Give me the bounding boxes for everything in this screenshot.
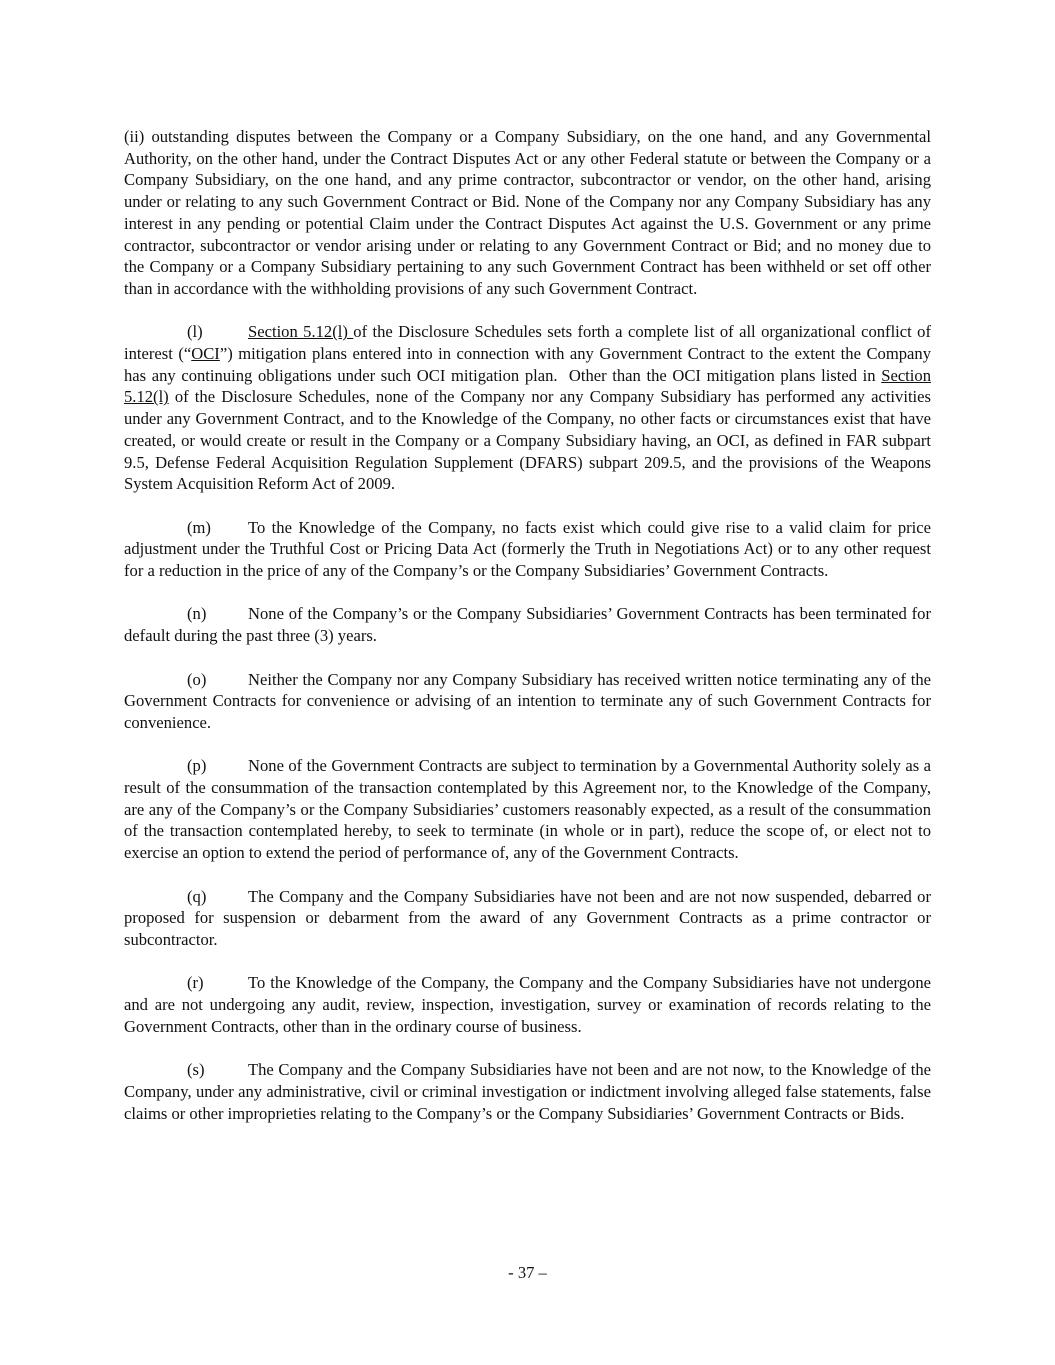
paragraph-n	[124, 603, 931, 646]
paragraph-q-text: The Company and the Company Subsidiaries have not been and are not now suspended, debarred or proposed for suspension or debarment from the award of any Government Contracts as a prime contractor or subcontractor.	[124, 886, 931, 949]
paragraph-m-label: (m)	[187, 517, 211, 537]
paragraph-n-text: None of the Company’s or the Company Subsidiaries’ Government Contracts has been terminated for default during the past three (3) years.	[124, 604, 931, 646]
paragraph-q-label: (q)	[187, 886, 207, 906]
paragraph-p-label: (p)	[187, 756, 207, 776]
paragraph-s-text: The Company and the Company Subsidiaries have not been and are not now, to the Knowledge of the Company, under any administrative, civil or criminal investigation or indictment involving alleged false statements, false claims or other improprieties relating to the Company’s or the Company Subsidiaries’ Government Contracts or Bids.	[124, 1060, 931, 1123]
paragraph-l-text-2: ”) mitigation plans entered into in connection with any Government Contract to the extent the Company has any continuing obligations under such OCI mitigation plan. Other than the OCI mitigation plans listed in	[124, 344, 931, 385]
paragraph-p	[124, 755, 931, 864]
section-reference-2: Section 5.12(l)	[124, 365, 931, 407]
paragraph-s	[124, 1059, 931, 1124]
paragraph-r-text: To the Knowledge of the Company, the Company and the Company Subsidiaries have not undergone and are not undergoing any audit, review, inspection, investigation, survey or examination of records relating to the Government Contracts, other than in the ordinary course of business.	[124, 973, 931, 1036]
defined-term-oci: OCI	[191, 344, 220, 364]
paragraph-q	[124, 886, 931, 951]
page-number: - 37 –	[508, 1263, 547, 1282]
paragraph-o-label: (o)	[187, 669, 207, 689]
section-reference: Section 5.12(l)	[248, 322, 354, 342]
paragraph-l-text-1: of the Disclosure Schedules sets forth a complete list of all organizational conflict of interest (“	[124, 322, 931, 364]
paragraph-l-text-3: of the Disclosure Schedules, none of the Company nor any Company Subsidiary has performed any activities under any Government Contract, and to the Knowledge of the Company, no other facts or circumstances exist that have created, or would create or result in the Company or a Company Subsidiary having, an OCI, as defined in FAR subpart 9.5, Defense Federal Acquisition Regulation Supplement (DFARS) subpart 209.5, and the provisions of the Weapons System Acquisition Reform Act of 2009.	[124, 387, 931, 494]
paragraph-r-label: (r)	[187, 973, 204, 993]
paragraph-k-continued	[124, 126, 931, 300]
paragraph-o-text: Neither the Company nor any Company Subsidiary has received written notice terminating any of the Government Contracts for convenience or advising of an intention to terminate any of such Government Contracts for convenience.	[124, 669, 931, 732]
paragraph-l	[124, 321, 931, 495]
paragraph-m	[124, 517, 931, 582]
paragraph-l-label: (l)	[187, 322, 203, 342]
paragraph-r	[124, 972, 931, 1037]
paragraph-o	[124, 669, 931, 734]
paragraph-m-text: To the Knowledge of the Company, no facts exist which could give rise to a valid claim for price adjustment under the Truthful Cost or Pricing Data Act (formerly the Truth in Negotiations Act) or to any other request for a reduction in the price of any of the Company’s or the Company Subsidiaries’ Government Contracts.	[124, 517, 931, 581]
document-page	[124, 126, 931, 1146]
paragraph-n-label: (n)	[187, 604, 207, 624]
paragraph-k-text: (ii) outstanding disputes between the Company or a Company Subsidiary, on the one hand, and any Governmental Authority, on the other hand, under the Contract Disputes Act or any other Federal statute or between the Company or a Company Subsidiary, on the one hand, and any prime contractor, subcontractor or vendor, on the other hand, arising under or relating to any such Government Contract or Bid. None of the Company nor any Company Subsidiary has any interest in any pending or potential Claim under the Contract Disputes Act against the U.S. Government or any prime contractor, subcontractor or vendor arising under or relating to any Government Contract or Bid; and no money due to the Company or a Company Subsidiary pertaining to any such Government Contract has been withheld or set off other than in accordance with the withholding provisions of any such Government Contract.	[124, 127, 931, 298]
paragraph-s-label: (s)	[187, 1060, 205, 1080]
paragraph-p-text: None of the Government Contracts are subject to termination by a Governmental Authority solely as a result of the consummation of the transaction contemplated by this Agreement nor, to the Knowledge of the Company, are any of the Company’s or the Company Subsidiaries’ customers reasonably expected, as a result of the consummation of the transaction contemplated hereby, to seek to terminate (in whole or in part), reduce the scope of, or elect not to exercise an option to extend the period of performance of, any of the Government Contracts.	[124, 756, 931, 863]
